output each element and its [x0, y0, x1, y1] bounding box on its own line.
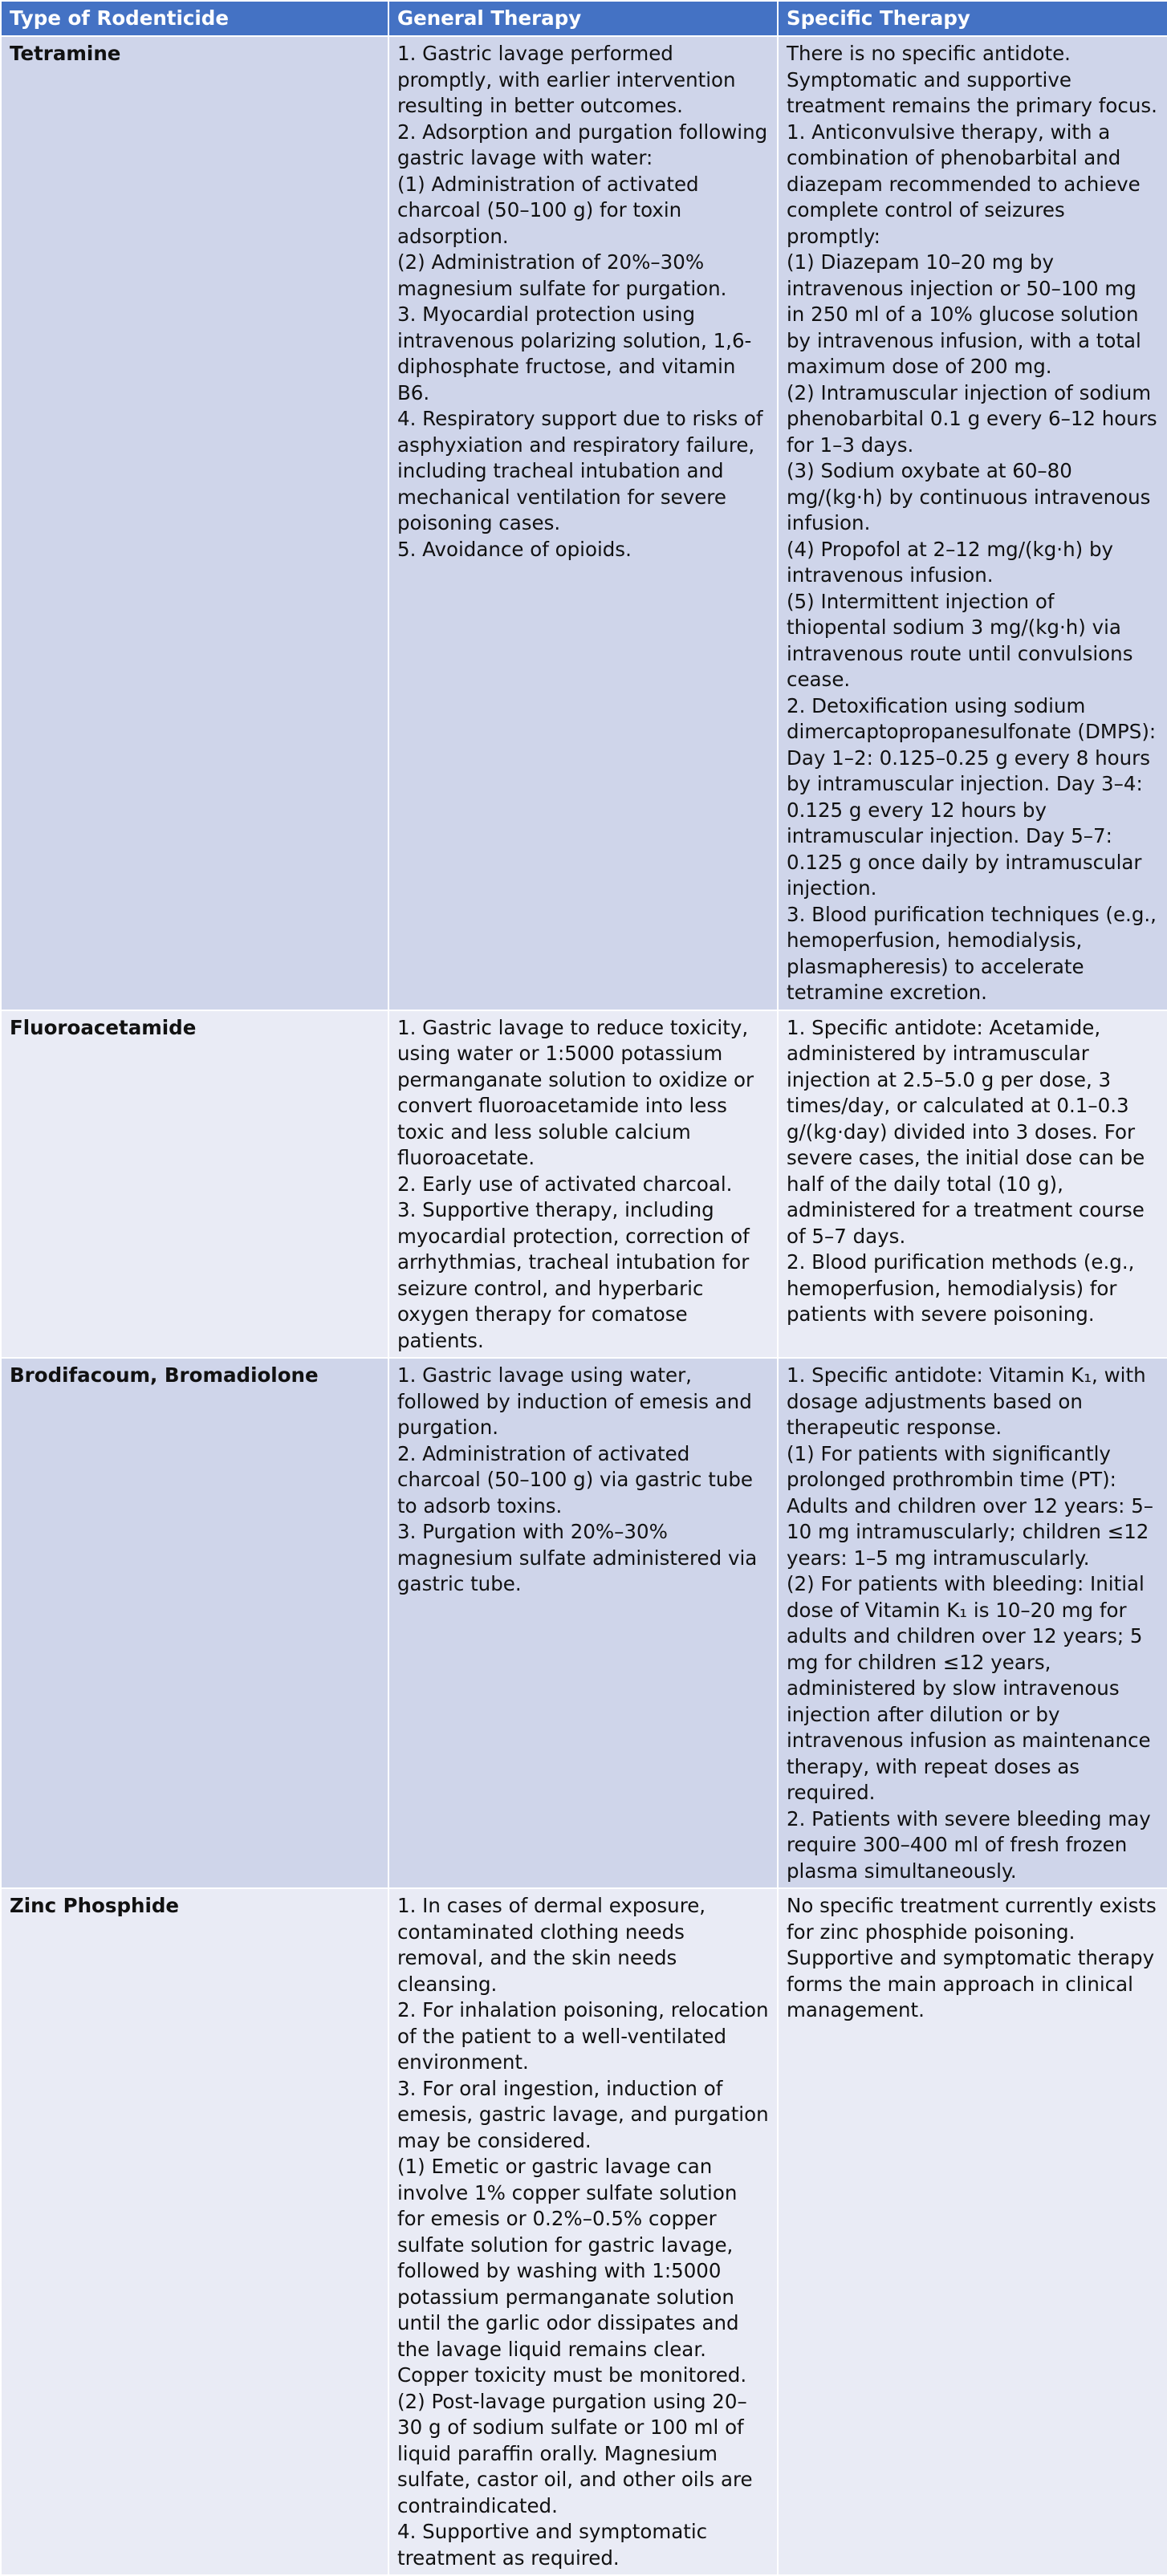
specific-therapy-item: (4) Propofol at 2–12 mg/(kg·h) by intravenous infusion. [787, 537, 1114, 587]
specific-therapy-item: (1) Diazepam 10–20 mg by intravenous injection or 50–100 mg in 250 ml of a 10% glucose solution by intravenous infusion, with a total maximum dose of 200 mg. [787, 250, 1141, 378]
specific-therapy-item: 1. Specific antidote: Acetamide, administered by intramuscular injection at 2.5–5.0 g per dose, 3 times/day, or calculated at 0.1–0.3 g/(kg·day) divided into 3 doses. For severe cases, the initial dose can be half of the daily total (10 g), administered for a treatment course of 5–7 days. [787, 1015, 1145, 1248]
specific-therapy-item: 1. Anticonvulsive therapy, with a combination of phenobarbital and diazepam recommended to achieve complete control of seizures promptly: [787, 120, 1141, 248]
general-therapy-item: 1. Gastric lavage to reduce toxicity, using water or 1:5000 potassium permanganate solution to oxidize or convert fluoroacetamide into less toxic and less soluble calcium fluoroacetate. [397, 1015, 754, 1169]
specific-therapy-cell [778, 36, 1167, 1010]
rodenticide-type: Zinc Phosphide [1, 1888, 388, 2575]
specific-therapy-item: No specific treatment currently exists for zinc phosphide poisoning. Supportive and symptomatic therapy forms the main approach in clinical management. [787, 1894, 1157, 2021]
general-therapy-item: (2) Post-lavage purgation using 20–30 g of sodium sulfate or 100 ml of liquid paraffin orally. Magnesium sulfate, castor oil, and other oils are contraindicated. [397, 2389, 753, 2517]
specific-therapy-item: (5) Intermittent injection of thiopental sodium 3 mg/(kg·h) via intravenous route until convulsions cease. [787, 589, 1133, 691]
table-row-brodifacoum-bromadiolone [1, 1358, 1167, 1888]
general-therapy-item: 5. Avoidance of opioids. [397, 537, 632, 561]
specific-therapy-item: (2) For patients with bleeding: Initial dose of Vitamin K₁ is 10–20 mg for adults and children over 12 years; 5 mg for children ≤12 years, administered by slow intravenous injection after dilution or by intravenous infusion as maintenance therapy, with repeat doses as required. [787, 1572, 1151, 1804]
specific-therapy-item: 2. Blood purification methods (e.g., hemoperfusion, hemodialysis) for patients with severe poisoning. [787, 1250, 1135, 1326]
header-general-therapy: General Therapy [388, 1, 778, 36]
general-therapy-cell [388, 1358, 778, 1888]
general-therapy-item: 3. Purgation with 20%–30% magnesium sulfate administered via gastric tube. [397, 1520, 758, 1595]
header-specific-therapy: Specific Therapy [778, 1, 1167, 36]
table-body [1, 36, 1167, 2575]
rodenticide-type: Fluoroacetamide [1, 1010, 388, 1359]
general-therapy-item: (1) Emetic or gastric lavage can involve 1% copper sulfate solution for emesis or 0.2%–0.5% copper sulfate solution for gastric lavage, followed by washing with 1:5000 potassium permanganate solution until the garlic odor dissipates and the lavage liquid remains clear. Copper toxicity must be monitored. [397, 2155, 747, 2387]
general-therapy-cell [388, 36, 778, 1010]
general-therapy-item: 4. Respiratory support due to risks of asphyxiation and respiratory failure, including tracheal intubation and mechanical ventilation for severe poisoning cases. [397, 407, 763, 534]
general-therapy-item: (2) Administration of 20%–30% magnesium sulfate for purgation. [397, 250, 727, 300]
specific-therapy-item: 2. Detoxification using sodium dimercaptopropanesulfonate (DMPS): Day 1–2: 0.125–0.25 g every 8 hours by intramuscular injection. Day 3–4: 0.125 g every 12 hours by intramuscular injection. Day 5–7: 0.125 g once daily by intramuscular injection. [787, 693, 1157, 900]
general-therapy-item: 2. For inhalation poisoning, relocation of the patient to a well-ventilated environment. [397, 1998, 769, 2074]
specific-therapy-cell [778, 1358, 1167, 1888]
table-row-zinc-phosphide [1, 1888, 1167, 2575]
specific-therapy-cell [778, 1010, 1167, 1359]
rodenticide-type: Brodifacoum, Bromadiolone [1, 1358, 388, 1888]
general-therapy-item: (1) Administration of activated charcoal (50–100 g) for toxin adsorption. [397, 172, 699, 248]
specific-therapy-item: 3. Blood purification techniques (e.g., hemoperfusion, hemodialysis, plasmapheresis) to accelerate tetramine excretion. [787, 902, 1157, 1004]
general-therapy-item: 1. Gastric lavage using water, followed by induction of emesis and purgation. [397, 1363, 752, 1439]
header-row [1, 1, 1167, 36]
specific-therapy-item: 1. Specific antidote: Vitamin K₁, with dosage adjustments based on therapeutic response. [787, 1363, 1146, 1439]
specific-therapy-item: 2. Patients with severe bleeding may require 300–400 ml of fresh frozen plasma simultaneously. [787, 1806, 1151, 1883]
general-therapy-item: 2. Early use of activated charcoal. [397, 1172, 733, 1196]
general-therapy-item: 2. Administration of activated charcoal (50–100 g) via gastric tube to adsorb toxins. [397, 1441, 753, 1518]
general-therapy-item: 1. In cases of dermal exposure, contaminated clothing needs removal, and the skin needs cleansing. [397, 1894, 706, 1996]
general-therapy-item: 1. Gastric lavage performed promptly, with earlier intervention resulting in better outcomes. [397, 42, 736, 117]
general-therapy-item: 3. For oral ingestion, induction of emesis, gastric lavage, and purgation may be considered. [397, 2076, 769, 2152]
general-therapy-cell [388, 1010, 778, 1359]
general-therapy-item: 3. Supportive therapy, including myocardial protection, correction of arrhythmias, tracheal intubation for seizure control, and hyperbaric oxygen therapy for comatose patients. [397, 1198, 750, 1352]
header-type: Type of Rodenticide [1, 1, 388, 36]
rodenticide-type: Tetramine [1, 36, 388, 1010]
general-therapy-cell [388, 1888, 778, 2575]
table-row-tetramine [1, 36, 1167, 1010]
general-therapy-item: 3. Myocardial protection using intravenous polarizing solution, 1,6-diphosphate fructose, and vitamin B6. [397, 303, 752, 404]
table-row-fluoroacetamide [1, 1010, 1167, 1359]
specific-therapy-item: There is no specific antidote. Symptomatic and supportive treatment remains the primary focus. [787, 42, 1157, 117]
specific-therapy-item: (3) Sodium oxybate at 60–80 mg/(kg·h) by continuous intravenous infusion. [787, 459, 1151, 534]
specific-therapy-cell [778, 1888, 1167, 2575]
general-therapy-item: 2. Adsorption and purgation following gastric lavage with water: [397, 120, 768, 169]
table-header [1, 1, 1167, 36]
general-therapy-item: 4. Supportive and symptomatic treatment as required. [397, 2520, 708, 2570]
specific-therapy-item: (2) Intramuscular injection of sodium phenobarbital 0.1 g every 6–12 hours for 1–3 days. [787, 380, 1157, 457]
specific-therapy-item: (1) For patients with significantly prolonged prothrombin time (PT): Adults and children over 12 years: 5–10 mg intramuscularly; children ≤12 years: 1–5 mg intramuscularly. [787, 1441, 1154, 1570]
